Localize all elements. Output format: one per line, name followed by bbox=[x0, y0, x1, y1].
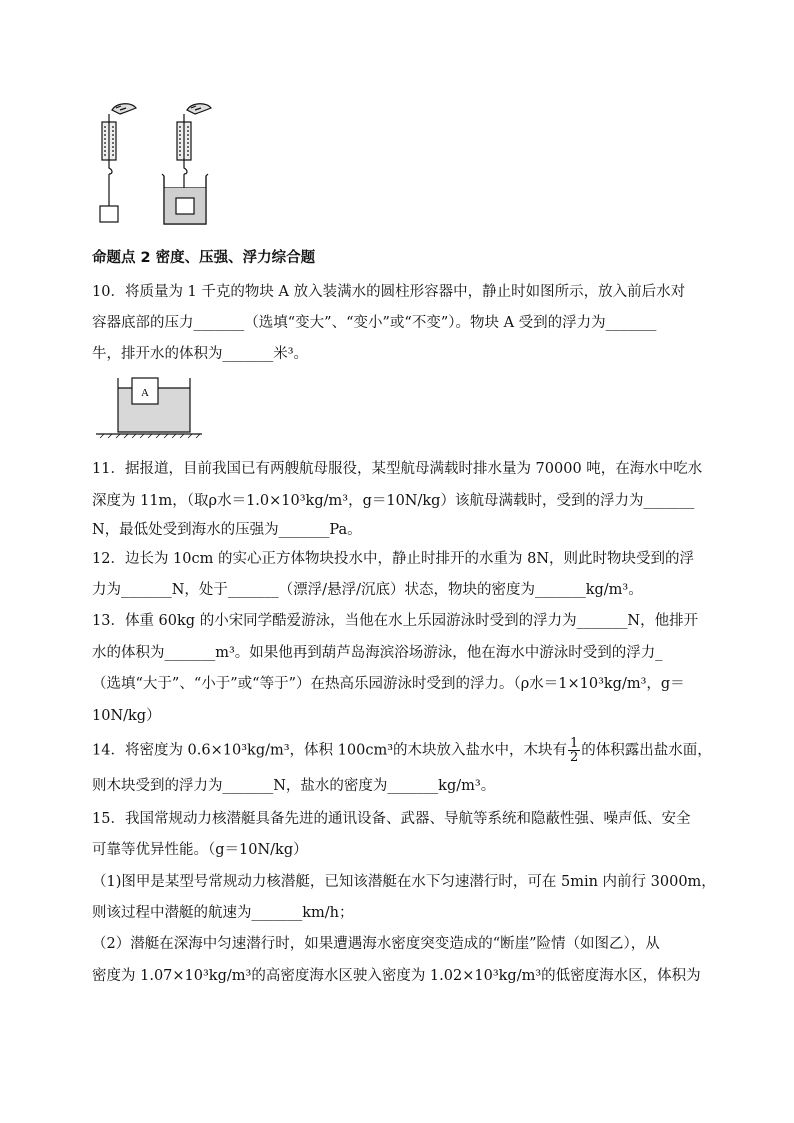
section-heading: 命题点 2 密度、压强、浮力综合题 bbox=[92, 250, 316, 266]
q14-line-1 bbox=[92, 737, 712, 764]
q15-line-1: 15．我国常规动力核潜艇具备先进的通讯设备、武器、导航等系统和隐蔽性强、噪声低、安全 bbox=[92, 811, 691, 827]
q10-line-1: 10．将质量为 1 千克的物块 A 放入装满水的圆柱形容器中，静止时如图所示，放入前后水对 bbox=[92, 284, 686, 300]
q13-line-4: 10N/kg） bbox=[92, 708, 161, 724]
fraction-one-half bbox=[568, 737, 580, 764]
q14-text-b: 的体积露出盐水面， bbox=[581, 742, 712, 759]
q12-line-1: 12．边长为 10cm 的实心正方体物块投水中，静止时排开的水重为 8N，则此时物块受到的浮 bbox=[92, 551, 695, 567]
q14-line-2: 则木块受到的浮力为_______N，盐水的密度为_______kg/m³。 bbox=[92, 778, 496, 794]
q13-line-2: 水的体积为_______m³。如果他再到葫芦岛海滨浴场游泳，他在海水中游泳时受到的浮力_ bbox=[92, 645, 663, 661]
q11-line-2: 深度为 11m，（取ρ水＝1.0×10³kg/m³，g＝10N/kg）该航母满载时，受到的浮力为_______ bbox=[92, 493, 695, 509]
q10-line-3: 牛，排开水的体积为_______米³。 bbox=[92, 346, 309, 362]
q15-line-5: （2）潜艇在深海中匀速潜行时，如果遭遇海水密度突变造成的“断崖”险情（如图乙），从 bbox=[92, 936, 660, 952]
q15-line-3: （1)图甲是某型号常规动力核潜艇，已知该潜艇在水下匀速潜行时，可在 5min 内前行 3000m， bbox=[92, 874, 716, 890]
container-figure bbox=[94, 374, 204, 440]
fraction-denominator: 2 bbox=[570, 750, 579, 765]
q15-line-6: 密度为 1.07×10³kg/m³的高密度海水区驶入密度为 1.02×10³kg/m³的低密度海水区，体积为 bbox=[92, 968, 701, 984]
fraction-numerator: 1 bbox=[570, 736, 579, 751]
q15-line-2: 可靠等优异性能。（g＝10N/kg） bbox=[92, 842, 308, 858]
q11-line-1: 11．据报道，目前我国已有两艘航母服役，某型航母满载时排水量为 70000 吨，在海水中吃水 bbox=[92, 461, 703, 477]
q14-text-a: 14．将密度为 0.6×10³kg/m³，体积 100cm³的木块放入盐水中，木块有 bbox=[92, 742, 568, 759]
q11-line-3: N，最低处受到海水的压强为_______Pa。 bbox=[92, 522, 362, 538]
block-a-label: A bbox=[141, 387, 149, 399]
q15-line-4: 则该过程中潜艇的航速为_______km/h； bbox=[92, 905, 354, 921]
q13-line-1: 13．体重 60kg 的小宋同学酷爱游泳，当他在水上乐园游泳时受到的浮力为_______N，他排开 bbox=[92, 613, 699, 629]
q12-line-2: 力为_______N，处于_______（漂浮/悬浮/沉底）状态，物块的密度为_______kg/m³。 bbox=[92, 582, 643, 598]
spring-scale-figure bbox=[84, 100, 234, 230]
q13-line-3: （选填“大于”、“小于”或“等于”）在热高乐园游泳时受到的浮力。（ρ水＝1×10³kg/m³，g＝ bbox=[92, 676, 685, 692]
q10-line-2: 容器底部的压力_______（选填“变大”、“变小”或“不变”）。物块 A 受到的浮力为_______ bbox=[92, 315, 657, 331]
